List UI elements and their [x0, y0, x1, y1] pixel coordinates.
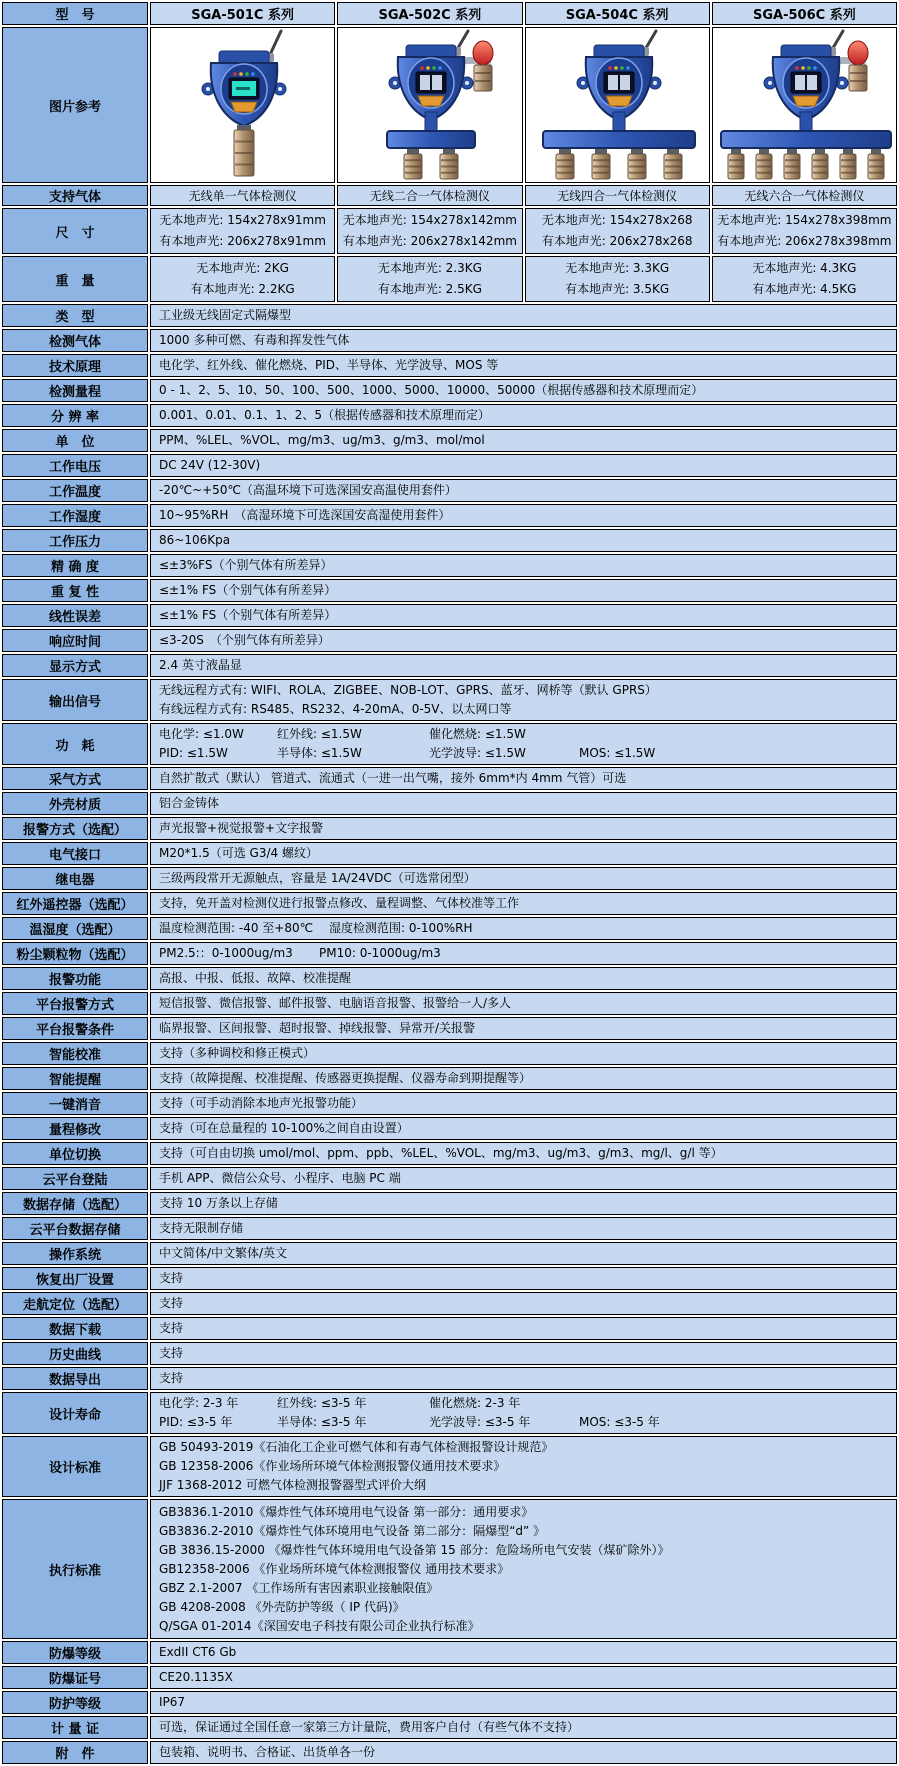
spec-line: 支持无限制存储: [159, 1221, 244, 1235]
row-label: 操作系统: [2, 1242, 148, 1265]
spec-line: 支持，免开盖对检测仪进行报警点修改、量程调整、气体校准等工作: [159, 896, 520, 910]
spec-line: 有本地声光: 2.5KG: [377, 282, 482, 296]
spec-segment: 光学波导: ≤1.5W: [429, 746, 526, 760]
spec-value-cell: [150, 554, 897, 577]
row-label: 单 位: [2, 429, 148, 452]
spec-value-cell: [150, 304, 897, 327]
spec-value-cell: [150, 1167, 897, 1190]
spec-line: -20℃~+50℃（高温环境下可选深国安高温使用套件）: [159, 483, 457, 497]
spec-row: [2, 1691, 897, 1714]
device-image-cell: [525, 27, 710, 183]
spec-value-cell: [150, 1067, 897, 1090]
model-header-cell: SGA-502C 系列: [337, 2, 522, 25]
spec-line: 支持（故障提醒、校准提醒、传感器更换提醒、仪器寿命到期提醒等）: [159, 1071, 532, 1085]
spec-value-cell: [150, 256, 335, 302]
spec-value-cell: [150, 792, 897, 815]
spec-value-cell: [150, 1042, 897, 1065]
spec-line: GB 4208-2008 《外壳防护等级（ IP 代码)》: [159, 1599, 405, 1614]
spec-row: [2, 604, 897, 627]
row-label: 执行标准: [2, 1499, 148, 1639]
spec-line: 无本地声光: 2.3KG: [377, 261, 482, 275]
spec-line: 支持（多种调校和修正模式）: [159, 1046, 316, 1060]
spec-row: [2, 1741, 897, 1764]
spec-row: [2, 1436, 897, 1497]
spec-row: [2, 404, 897, 427]
spec-row: [2, 529, 897, 552]
spec-value-cell: [150, 1367, 897, 1390]
spec-row: [2, 1367, 897, 1390]
row-label: 计 量 证: [2, 1716, 148, 1739]
spec-segment: PM10: 0-1000ug/m3: [319, 946, 441, 960]
spec-value-cell: [150, 1641, 897, 1664]
device-image-sga-501c: [151, 29, 335, 181]
row-label: 数据导出: [2, 1367, 148, 1390]
spec-line: 0 - 1、2、5、10、50、100、500、1000、5000、10000、50000（根据传感器和技术原理而定）: [159, 383, 704, 397]
spec-line: 支持 10 万条以上存储: [159, 1196, 278, 1210]
spec-row: [2, 1042, 897, 1065]
row-label: 工作湿度: [2, 504, 148, 527]
spec-segment: 红外线: ≤3-5 年: [277, 1396, 367, 1410]
spec-line: [159, 1413, 892, 1432]
spec-line: PPM、%LEL、%VOL、mg/m3、ug/m3、g/m3、mol/mol: [159, 433, 485, 447]
spec-row: [2, 942, 897, 965]
spec-line: 声光报警+视觉报警+文字报警: [159, 821, 324, 835]
spec-line: GB3836.1-2010《爆炸性气体环境用电气设备 第一部分：通用要求》: [159, 1504, 534, 1519]
spec-value-cell: [150, 1317, 897, 1340]
spec-row: [2, 1342, 897, 1365]
spec-line: GB 3836.15-2000 《爆炸性气体环境用电气设备第 15 部分：危险场所电气安装（煤矿除外）》: [159, 1542, 670, 1557]
spec-value-cell: [150, 723, 897, 765]
spec-line: 无本地声光: 154x278x268: [541, 213, 693, 227]
spec-row: [2, 1292, 897, 1315]
spec-line: 无本地声光: 2KG: [196, 261, 289, 275]
spec-row: [2, 967, 897, 990]
row-label: 历史曲线: [2, 1342, 148, 1365]
spec-line: 无本地声光: 154x278x142mm: [342, 213, 517, 227]
spec-value-cell: [150, 1292, 897, 1315]
spec-row: [2, 454, 897, 477]
row-label: 防爆等级: [2, 1641, 148, 1664]
spec-value-cell: [150, 1666, 897, 1689]
spec-value-cell: [150, 1217, 897, 1240]
spec-row: [2, 579, 897, 602]
row-label: 红外遥控器（选配）: [2, 892, 148, 915]
spec-value-cell: [150, 1142, 897, 1165]
spec-row: [2, 208, 897, 254]
spec-line: 86~106Kpa: [159, 533, 231, 547]
spec-line: 支持: [159, 1321, 184, 1335]
spec-row: [2, 1267, 897, 1290]
row-label: 尺 寸: [2, 208, 148, 254]
spec-segment: PID: ≤1.5W: [159, 746, 228, 760]
spec-row: [2, 354, 897, 377]
spec-row: [2, 992, 897, 1015]
spec-value-cell: [712, 208, 897, 254]
spec-value-cell: [150, 1436, 897, 1497]
spec-value-cell: [150, 379, 897, 402]
row-label: 继电器: [2, 867, 148, 890]
spec-line: ≤±1% FS（个别气体有所差异）: [159, 583, 337, 597]
spec-row: [2, 256, 897, 302]
device-image-sga-502c: [338, 29, 522, 181]
row-label: 一键消音: [2, 1092, 148, 1115]
spec-line: 支持: [159, 1371, 184, 1385]
spec-value-cell: [150, 454, 897, 477]
row-label: 技术原理: [2, 354, 148, 377]
row-label: 数据存储（选配）: [2, 1192, 148, 1215]
row-label: 量程修改: [2, 1117, 148, 1140]
spec-row: [2, 1067, 897, 1090]
row-label: 输出信号: [2, 679, 148, 721]
spec-row: [2, 1142, 897, 1165]
spec-value-cell: [150, 1691, 897, 1714]
spec-line: DC 24V (12-30V): [159, 458, 261, 472]
row-label: 精 确 度: [2, 554, 148, 577]
row-label: 设计标准: [2, 1436, 148, 1497]
row-label: 数据下载: [2, 1317, 148, 1340]
spec-line: 有本地声光: 3.5KG: [565, 282, 670, 296]
spec-value-cell: [150, 208, 335, 254]
row-label: 云平台数据存储: [2, 1217, 148, 1240]
spec-line: JJF 1368-2012 可燃气体检测报警器型式评价大纲: [159, 1478, 427, 1492]
spec-value-cell: [712, 256, 897, 302]
spec-segment: MOS: ≤3-5 年: [579, 1415, 660, 1429]
spec-segment: 温度检测范围: -40 至+80℃: [159, 921, 314, 935]
spec-line: 中文简体/中文繁体/英文: [159, 1246, 288, 1260]
row-label: 走航定位（选配）: [2, 1292, 148, 1315]
spec-value-cell: [337, 208, 522, 254]
spec-line: 包装箱、说明书、合格证、出货单各一份: [159, 1745, 376, 1759]
row-label: 温湿度（选配）: [2, 917, 148, 940]
spec-line: [159, 1394, 892, 1413]
spec-value-cell: 无线四合一气体检测仪: [525, 185, 710, 206]
spec-row: [2, 1641, 897, 1664]
spec-value-cell: [337, 256, 522, 302]
row-label: 类 型: [2, 304, 148, 327]
spec-segment: 光学波导: ≤3-5 年: [429, 1415, 531, 1429]
row-label: 恢复出厂设置: [2, 1267, 148, 1290]
spec-row: [2, 479, 897, 502]
row-label: 外壳材质: [2, 792, 148, 815]
spec-row: [2, 185, 897, 206]
spec-line: 0.001、0.01、0.1、1、2、5（根据传感器和技术原理而定）: [159, 408, 491, 422]
spec-line: 无线远程方式有: WIFI、ROLA、ZIGBEE、NOB-LOT、GPRS、蓝牙、网桥等（默认 GPRS）: [159, 683, 657, 697]
spec-line: GB 12358-2006《作业场所环境气体检测报警仪通用技术要求》: [159, 1459, 506, 1473]
spec-line: 有本地声光: 206x278x91mm: [159, 234, 326, 248]
row-label: 电气接口: [2, 842, 148, 865]
spec-value-cell: [150, 479, 897, 502]
spec-row: [2, 1192, 897, 1215]
spec-line: [159, 725, 892, 744]
spec-line: 有本地声光: 206x278x142mm: [342, 234, 517, 248]
spec-value-cell: [150, 842, 897, 865]
spec-line: GB12358-2006 《作业场所环境气体检测报警仪 通用技术要求》: [159, 1561, 510, 1576]
row-label: 工作温度: [2, 479, 148, 502]
spec-row: [2, 1716, 897, 1739]
row-label: 防护等级: [2, 1691, 148, 1714]
spec-line: 三级两段常开无源触点，容量是 1A/24VDC（可选常闭型）: [159, 871, 476, 885]
model-header-cell: SGA-506C 系列: [712, 2, 897, 25]
spec-value-cell: [150, 529, 897, 552]
row-label: 防爆证号: [2, 1666, 148, 1689]
spec-row: [2, 379, 897, 402]
spec-line: 有本地声光: 206x278x268: [541, 234, 693, 248]
spec-value-cell: [150, 1017, 897, 1040]
spec-segment: 催化燃烧: ≤1.5W: [429, 727, 526, 741]
spec-row: [2, 842, 897, 865]
spec-row: [2, 1317, 897, 1340]
spec-value-cell: [150, 1192, 897, 1215]
spec-line: IP67: [159, 1695, 186, 1709]
spec-line: 无本地声光: 154x278x91mm: [159, 213, 326, 227]
spec-value-cell: [525, 256, 710, 302]
spec-line: GBZ 2.1-2007 《工作场所有害因素职业接触限值》: [159, 1580, 439, 1595]
spec-line: 10~95%RH （高湿环境下可选深国安高湿使用套件）: [159, 508, 451, 522]
row-label: 粉尘颗粒物（选配）: [2, 942, 148, 965]
spec-line: 无本地声光: 154x278x398mm: [717, 213, 892, 227]
spec-row: [2, 1666, 897, 1689]
row-label: 功 耗: [2, 723, 148, 765]
spec-segment: MOS: ≤1.5W: [579, 746, 656, 760]
spec-line: [159, 944, 892, 963]
spec-value-cell: [150, 892, 897, 915]
spec-row: [2, 867, 897, 890]
spec-value-cell: [150, 654, 897, 677]
spec-value-cell: [150, 1392, 897, 1434]
spec-line: ≤±3%FS（个别气体有所差异）: [159, 558, 333, 572]
spec-value-cell: 无线二合一气体检测仪: [337, 185, 522, 206]
spec-segment: 电化学: ≤1.0W: [159, 727, 244, 741]
spec-line: [159, 744, 892, 763]
spec-line: ≤±1% FS（个别气体有所差异）: [159, 608, 337, 622]
row-label: 型 号: [2, 2, 148, 25]
spec-line: M20*1.5（可选 G3/4 螺纹）: [159, 846, 318, 860]
row-label: 单位切换: [2, 1142, 148, 1165]
device-image-sga-504c: [526, 29, 710, 181]
spec-line: 临界报警、区间报警、超时报警、掉线报警、异常开/关报警: [159, 1021, 476, 1035]
spec-line: 高报、中报、低报、故障、校准提醒: [159, 971, 352, 985]
spec-value-cell: [150, 429, 897, 452]
spec-line: 有本地声光: 206x278x398mm: [717, 234, 892, 248]
row-label: 采气方式: [2, 767, 148, 790]
spec-row: [2, 504, 897, 527]
device-image-cell: [150, 27, 335, 183]
spec-line: GB 50493-2019《石油化工企业可燃气体和有毒气体检测报警设计规范》: [159, 1440, 554, 1454]
spec-line: 1000 多种可燃、有毒和挥发性气体: [159, 333, 350, 347]
spec-row: [2, 329, 897, 352]
spec-value-cell: [150, 1716, 897, 1739]
spec-table-body: [2, 2, 897, 1764]
row-label: 分 辨 率: [2, 404, 148, 427]
spec-segment: 半导体: ≤1.5W: [277, 746, 362, 760]
row-label: 线性误差: [2, 604, 148, 627]
spec-row: [2, 629, 897, 652]
spec-segment: 电化学: 2-3 年: [159, 1396, 239, 1410]
spec-row: [2, 723, 897, 765]
spec-line: ExdII CT6 Gb: [159, 1645, 237, 1659]
spec-line: ≤3-20S （个别气体有所差异）: [159, 633, 330, 647]
spec-row: [2, 1242, 897, 1265]
spec-value-cell: [150, 1117, 897, 1140]
spec-line: 电化学、红外线、催化燃烧、PID、半导体、光学波导、MOS 等: [159, 358, 499, 372]
spec-segment: 红外线: ≤1.5W: [277, 727, 362, 741]
row-label: 平台报警方式: [2, 992, 148, 1015]
spec-line: CE20.1135X: [159, 1670, 233, 1684]
spec-line: 支持（可在总量程的 10-100%之间自由设置）: [159, 1121, 409, 1135]
spec-row: [2, 554, 897, 577]
spec-value-cell: [525, 208, 710, 254]
spec-line: 支持: [159, 1271, 184, 1285]
spec-row: [2, 767, 897, 790]
spec-row: [2, 429, 897, 452]
spec-line: 无本地声光: 4.3KG: [752, 261, 857, 275]
row-label: 智能校准: [2, 1042, 148, 1065]
spec-row: [2, 2, 897, 25]
spec-line: 短信报警、微信报警、邮件报警、电脑语音报警、报警给一人/多人: [159, 996, 512, 1010]
spec-value-cell: [150, 992, 897, 1015]
spec-line: 有本地声光: 2.2KG: [190, 282, 295, 296]
spec-line: 2.4 英寸液晶显: [159, 658, 242, 672]
spec-value-cell: [150, 817, 897, 840]
spec-row: [2, 304, 897, 327]
spec-line: 自然扩散式（默认） 管道式、流通式（一进一出气嘴，接外 6mm*内 4mm 气管）可选: [159, 771, 627, 785]
row-label: 智能提醒: [2, 1067, 148, 1090]
row-label: 工作电压: [2, 454, 148, 477]
spec-row: [2, 654, 897, 677]
row-label: 平台报警条件: [2, 1017, 148, 1040]
spec-row: [2, 917, 897, 940]
row-label: 设计寿命: [2, 1392, 148, 1434]
spec-value-cell: [150, 604, 897, 627]
spec-line: GB3836.2-2010《爆炸性气体环境用电气设备 第二部分：隔爆型“d” 》: [159, 1523, 546, 1538]
spec-value-cell: [150, 354, 897, 377]
spec-row: [2, 1392, 897, 1434]
spec-value-cell: [150, 967, 897, 990]
spec-line: 支持（可手动消除本地声光报警功能）: [159, 1096, 364, 1110]
spec-value-cell: 无线六合一气体检测仪: [712, 185, 897, 206]
spec-row: [2, 1167, 897, 1190]
spec-row: [2, 1217, 897, 1240]
spec-row: [2, 1117, 897, 1140]
spec-value-cell: [150, 1267, 897, 1290]
spec-value-cell: [150, 1741, 897, 1764]
spec-value-cell: [150, 579, 897, 602]
row-label: 报警功能: [2, 967, 148, 990]
device-image-cell: [337, 27, 522, 183]
model-header-cell: SGA-504C 系列: [525, 2, 710, 25]
spec-value-cell: [150, 404, 897, 427]
spec-line: 支持（可自由切换 umol/mol、ppm、ppb、%LEL、%VOL、mg/m3、ug/m3、g/m3、mg/l、g/l 等）: [159, 1146, 723, 1160]
spec-row: [2, 892, 897, 915]
model-header-cell: SGA-501C 系列: [150, 2, 335, 25]
spec-row: [2, 1092, 897, 1115]
row-label: 检测量程: [2, 379, 148, 402]
spec-value-cell: [150, 767, 897, 790]
spec-value-cell: [150, 942, 897, 965]
spec-line: 支持: [159, 1296, 184, 1310]
spec-row: [2, 792, 897, 815]
spec-segment: PM2.5:：0-1000ug/m3: [159, 946, 293, 960]
spec-row: [2, 679, 897, 721]
spec-row: [2, 27, 897, 183]
row-label: 重 量: [2, 256, 148, 302]
row-label: 附 件: [2, 1741, 148, 1764]
spec-line: 可选，保证通过全国任意一家第三方计量院，费用客户自付（有些气体不支持）: [159, 1720, 580, 1734]
spec-row: [2, 1499, 897, 1639]
spec-segment: 湿度检测范围: 0-100%RH: [329, 921, 473, 935]
row-label: 图片参考: [2, 27, 148, 183]
spec-row: [2, 1017, 897, 1040]
row-label: 检测气体: [2, 329, 148, 352]
spec-value-cell: 无线单一气体检测仪: [150, 185, 335, 206]
spec-value-cell: [150, 1092, 897, 1115]
spec-value-cell: [150, 679, 897, 721]
spec-row: [2, 817, 897, 840]
spec-line: 工业级无线固定式隔爆型: [159, 308, 292, 322]
spec-value-cell: [150, 867, 897, 890]
spec-value-cell: [150, 504, 897, 527]
spec-value-cell: [150, 329, 897, 352]
device-image-sga-506c: [713, 29, 897, 181]
row-label: 支持气体: [2, 185, 148, 206]
spec-line: 有线远程方式有: RS485、RS232、4-20mA、0-5V、以太网口等: [159, 702, 512, 716]
row-label: 重 复 性: [2, 579, 148, 602]
spec-segment: 催化燃烧: 2-3 年: [429, 1396, 521, 1410]
spec-line: 无本地声光: 3.3KG: [565, 261, 670, 275]
spec-value-cell: [150, 1242, 897, 1265]
spec-value-cell: [150, 629, 897, 652]
spec-line: 有本地声光: 4.5KG: [752, 282, 857, 296]
spec-line: 铝合金铸体: [159, 796, 220, 810]
spec-segment: PID: ≤3-5 年: [159, 1415, 233, 1429]
row-label: 报警方式（选配）: [2, 817, 148, 840]
spec-line: 手机 APP、微信公众号、小程序、电脑 PC 端: [159, 1171, 401, 1185]
spec-segment: 半导体: ≤3-5 年: [277, 1415, 367, 1429]
spec-value-cell: [150, 1342, 897, 1365]
row-label: 响应时间: [2, 629, 148, 652]
row-label: 云平台登陆: [2, 1167, 148, 1190]
spec-line: [159, 919, 892, 938]
spec-value-cell: [150, 917, 897, 940]
device-image-cell: [712, 27, 897, 183]
spec-value-cell: [150, 1499, 897, 1639]
row-label: 显示方式: [2, 654, 148, 677]
spec-line: Q/SGA 01-2014《深国安电子科技有限公司企业执行标准》: [159, 1618, 480, 1633]
row-label: 工作压力: [2, 529, 148, 552]
spec-line: 支持: [159, 1346, 184, 1360]
